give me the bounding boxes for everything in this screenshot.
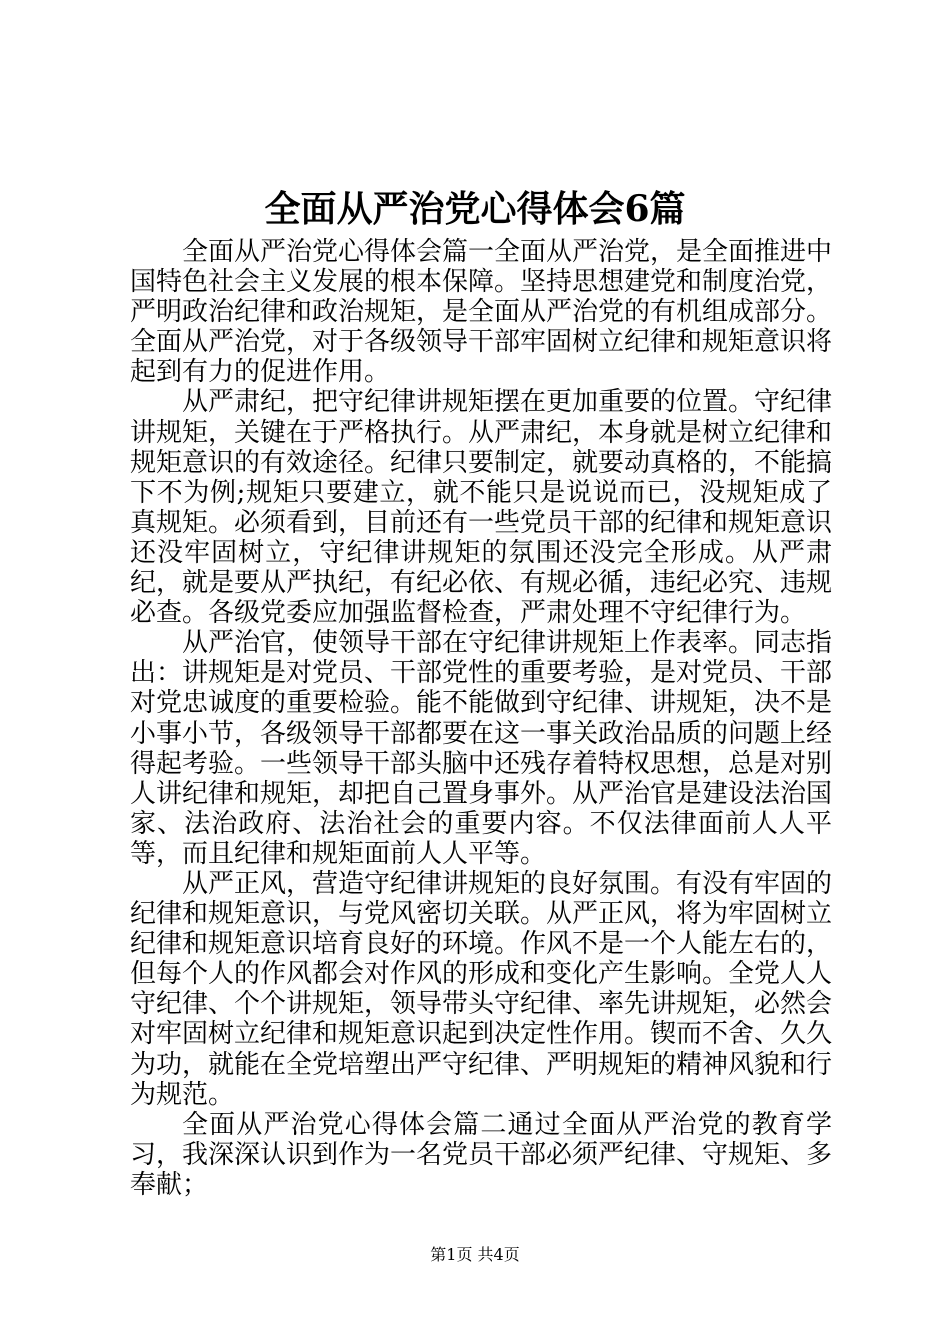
- paragraph-4: 从严正风，营造守纪律讲规矩的良好氛围。有没有牢固的纪律和规矩意识，与党风密切关联。从严正风，将为牢固树立纪律和规矩意识培育良好的环境。作风不是一个人能左右的，但每个人的作风都会对作风的形成和变化产生影响。全党人人守纪律、个个讲规矩，领导带头守纪律、率先讲规矩，必然会对牢固树立纪律和规矩意识起到决定性作用。锲而不舍、久久为功，就能在全党培塑出严守纪律、严明规矩的精神风貌和行为规范。: [130, 868, 833, 1110]
- paragraph-5: 全面从严治党心得体会篇二通过全面从严治党的教育学习，我深深认识到作为一名党员干部必须严纪律、守规矩、多奉献；: [130, 1109, 833, 1200]
- paragraph-1: 全面从严治党心得体会篇一全面从严治党，是全面推进中国特色社会主义发展的根本保障。坚持思想建党和制度治党，严明政治纪律和政治规矩，是全面从严治党的有机组成部分。全面从严治党，对于各级领导干部牢固树立纪律和规矩意识将起到有力的促进作用。: [130, 237, 833, 388]
- paragraph-3: 从严治官，使领导干部在守纪律讲规矩上作表率。同志指出：讲规矩是对党员、干部党性的重要考验，是对党员、干部对党忠诚度的重要检验。能不能做到守纪律、讲规矩，决不是小事小节，各级领导干部都要在这一事关政治品质的问题上经得起考验。一些领导干部头脑中还残存着特权思想，总是对别人讲纪律和规矩，却把自己置身事外。从严治官是建设法治国家、法治政府、法治社会的重要内容。不仅法律面前人人平等，而且纪律和规矩面前人人平等。: [130, 628, 833, 869]
- document-title: 全面从严治党心得体会6篇: [264, 188, 686, 230]
- document-body: [130, 237, 832, 1200]
- paragraph-2: 从严肃纪，把守纪律讲规矩摆在更加重要的位置。守纪律讲规矩，关键在于严格执行。从严肃纪，本身就是树立纪律和规矩意识的有效途径。纪律只要制定，就要动真格的，不能搞下不为例;规矩只要建立，就不能只是说说而已，没规矩成了真规矩。必须看到，目前还有一些党员干部的纪律和规矩意识还没牢固树立，守纪律讲规矩的氛围还没完全形成。从严肃纪，就是要从严执纪，有纪必依、有规必循，违纪必究、违规必查。各级党委应加强监督检查，严肃处理不守纪律行为。: [130, 387, 833, 629]
- page-footer: 第1页 共4页: [430, 1245, 520, 1264]
